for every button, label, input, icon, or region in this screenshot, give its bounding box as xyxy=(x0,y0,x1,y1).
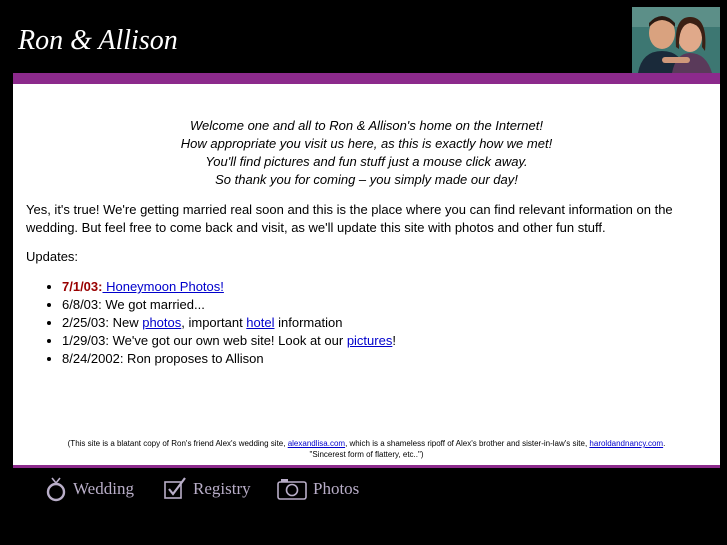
intro-paragraph: Yes, it's true! We're getting married real soon and this is the place where you can find relevant information on the wedding. But feel free to come back and visit, as we'll update this site with photos and other fun stuff. xyxy=(26,202,673,235)
nav-label: Wedding xyxy=(73,479,134,498)
hotel-link[interactable]: hotel xyxy=(246,315,275,330)
update-text: 1/29/03: We've got our own web site! Look at our xyxy=(62,333,347,348)
photos-link[interactable]: photos xyxy=(142,315,182,330)
nav-label: Registry xyxy=(193,479,251,498)
welcome-line: You'll find pictures and fun stuff just a mouse click away. xyxy=(205,154,528,169)
list-item xyxy=(62,296,702,314)
welcome-line: How appropriate you visit us here, as this is exactly how we met! xyxy=(180,136,553,151)
camera-icon xyxy=(277,477,307,501)
nav-label: Photos xyxy=(313,479,360,498)
update-text: 8/24/2002: Ron proposes to Allison xyxy=(62,351,264,366)
alexandlisa-link[interactable]: alexandlisa.com xyxy=(287,439,346,448)
updates-heading: Updates: xyxy=(26,249,79,264)
couple-photo xyxy=(632,7,720,73)
footnote xyxy=(13,438,720,460)
updates-list xyxy=(26,278,702,368)
bottom-nav xyxy=(0,470,727,510)
nav-wedding[interactable] xyxy=(45,474,134,504)
update-text: ! xyxy=(392,333,396,348)
welcome-line: Welcome one and all to Ron & Allison's home on the Internet! xyxy=(190,118,543,133)
nav-registry[interactable] xyxy=(163,474,251,504)
header-divider xyxy=(13,73,720,84)
haroldandnancy-link[interactable]: haroldandnancy.com xyxy=(589,439,664,448)
list-item xyxy=(62,332,702,350)
header xyxy=(0,0,727,73)
list-item xyxy=(62,314,702,332)
welcome-message xyxy=(13,117,720,189)
update-text: 2/25/03: New xyxy=(62,315,143,330)
checkbox-icon xyxy=(163,477,187,501)
update-text: , important xyxy=(181,315,247,330)
footnote-text: (This site is a blatant copy of Ron's friend Alex's wedding site, xyxy=(67,439,288,448)
footnote-line2: "Sincerest form of flattery, etc..") xyxy=(309,450,424,459)
welcome-line: So thank you for coming – you simply made our day! xyxy=(215,172,518,187)
list-item xyxy=(62,278,702,296)
pictures-link[interactable]: pictures xyxy=(346,333,393,348)
site-title: Ron & Allison xyxy=(18,25,178,56)
update-text: information xyxy=(274,315,343,330)
honeymoon-photos-link[interactable]: Honeymoon Photos! xyxy=(102,279,224,294)
update-date: 7/1/03: xyxy=(62,279,103,294)
nav-photos[interactable] xyxy=(277,474,359,504)
ring-icon xyxy=(45,476,67,502)
footer-divider xyxy=(13,465,720,468)
footnote-text: , which is a shameless ripoff of Alex's brother and sister-in-law's site, xyxy=(345,439,590,448)
list-item xyxy=(62,350,702,368)
main-content xyxy=(13,84,720,465)
footnote-text: . xyxy=(663,439,666,448)
update-text: 6/8/03: We got married... xyxy=(62,297,205,312)
